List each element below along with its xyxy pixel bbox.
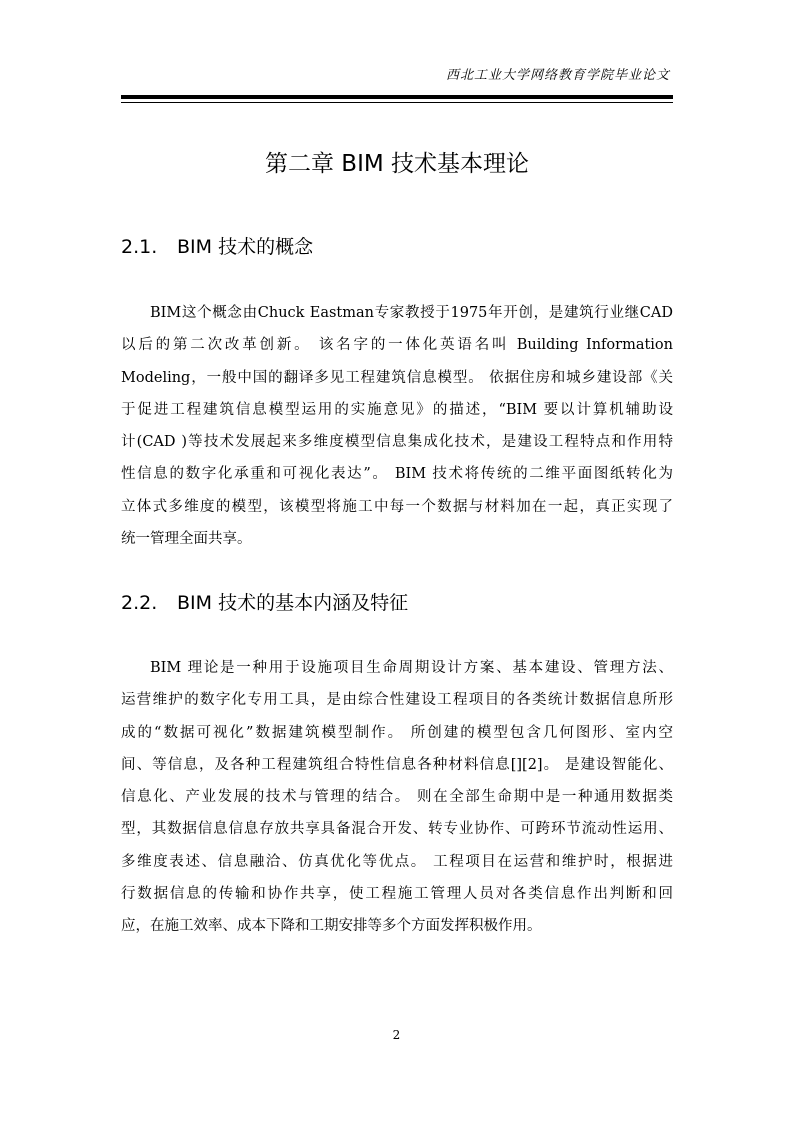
section-number: 2.1. <box>121 236 158 258</box>
paragraph-line: 以后的第二次改革创新。 该名字的一体化英语名叫 Building Information <box>121 337 673 354</box>
paragraph-line: 立体式多维度的模型，该模型将施工中每一个数据与材料加在一起，真正实现了 <box>121 498 673 515</box>
running-header: 西北工业大学网络教育学院毕业论文 <box>445 68 670 83</box>
section-heading <box>121 232 313 259</box>
header-rule-thin <box>121 102 673 103</box>
section-title: BIM 技术的概念 <box>177 236 314 258</box>
paragraph-line: 行数据信息的传输和协作共享，使工程施工管理人员对各类信息作出判断和回 <box>121 886 673 903</box>
paragraph-line: 应，在施工效率、成本下降和工期安排等多个方面发挥积极作用。 <box>121 918 542 935</box>
paragraph-line: 间、等信息，及各种工程建筑组合特性信息各种材料信息[][2]。 是建设智能化、 <box>121 756 673 773</box>
paragraph-line: 运营维护的数字化专用工具，是由综合性建设工程项目的各类统计数据信息所形 <box>121 692 673 709</box>
paragraph-line: 信息化、产业发展的技术与管理的结合。 则在全部生命期中是一种通用数据类 <box>121 789 673 806</box>
paragraph-line: Modeling，一般中国的翻译多见工程建筑信息模型。 依据住房和城乡建设部《关 <box>121 369 673 386</box>
paragraph <box>121 297 673 555</box>
section-heading <box>121 588 408 615</box>
header-rule-thick <box>121 95 673 99</box>
chapter-title: 第二章 BIM 技术基本理论 <box>264 151 530 177</box>
paragraph-line: 性信息的数字化承重和可视化表达”。 BIM 技术将传统的二维平面图纸转化为 <box>121 466 673 483</box>
paragraph-line: 多维度表述、信息融洽、仿真优化等优点。 工程项目在运营和维护时，根据进 <box>121 853 673 870</box>
paragraph-line: BIM 理论是一种用于设施项目生命周期设计方案、基本建设、管理方法、 <box>150 660 673 676</box>
section-number: 2.2. <box>121 592 158 614</box>
paragraph-line: 计(CAD )等技术发展起来多维度模型信息集成化技术，是建设工程特点和作用特 <box>121 434 673 451</box>
paragraph-line: BIM这个概念由Chuck Eastman专家教授于1975年开创，是建筑行业继CAD <box>150 305 673 321</box>
section-title: BIM 技术的基本内涵及特征 <box>177 592 409 614</box>
paragraph-line: 型，其数据信息信息存放共享具备混合开发、转专业协作、可跨环节流动性运用、 <box>121 821 673 838</box>
paragraph-line: 成的“数据可视化”数据建筑模型制作。 所创建的模型包含几何图形、室内空 <box>121 724 673 741</box>
paragraph-line: 于促进工程建筑信息模型运用的实施意见》的描述，“BIM 要以计算机辅助设 <box>121 401 673 418</box>
paragraph <box>121 652 673 943</box>
page-number: 2 <box>392 1028 401 1042</box>
paragraph-line: 统一管理全面共享。 <box>121 531 252 548</box>
